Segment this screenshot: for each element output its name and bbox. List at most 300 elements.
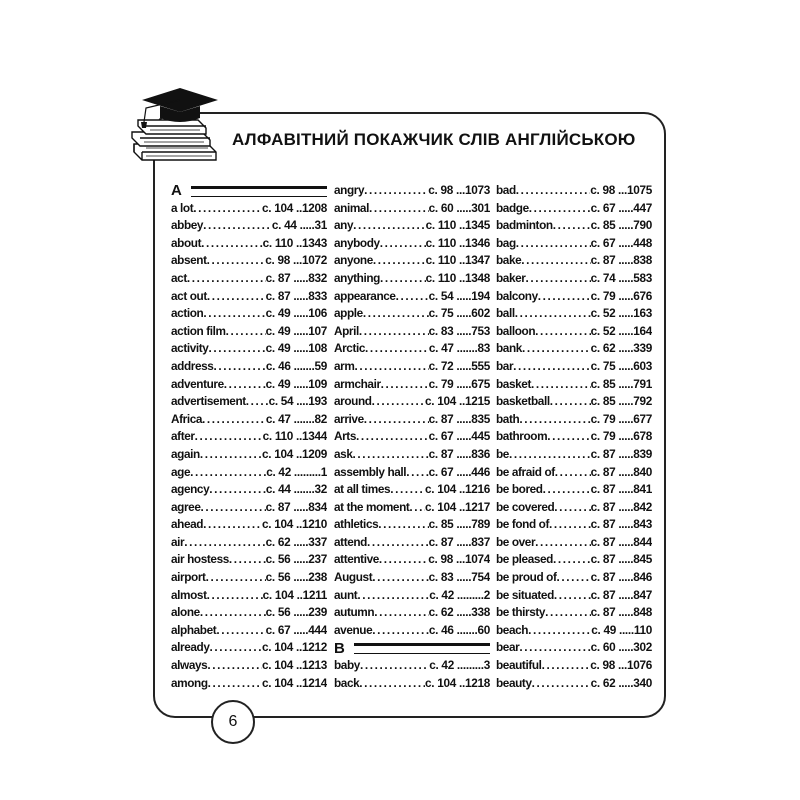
entry-word: after — [171, 429, 195, 444]
index-entry — [171, 252, 327, 270]
dot-leader — [203, 516, 262, 534]
entry-word: adventure — [171, 376, 224, 391]
index-entry — [496, 340, 652, 358]
entry-page-reference: c. 46 .......60 — [428, 622, 490, 637]
index-entry — [496, 200, 652, 218]
dot-leader — [556, 569, 590, 587]
entry-page-reference: c. 79 .....678 — [590, 429, 652, 444]
index-entry — [171, 270, 327, 288]
entry-word: assembly hall — [334, 464, 407, 479]
dot-leader — [406, 464, 428, 482]
index-entry — [171, 481, 327, 499]
dot-leader — [529, 200, 591, 218]
entry-page-reference: c. 110 ..1347 — [425, 253, 490, 268]
dot-leader — [554, 499, 590, 517]
entry-page-reference: c. 49 .....107 — [265, 323, 327, 338]
index-entry — [171, 534, 327, 552]
entry-page-reference: c. 104 ..1217 — [425, 499, 490, 514]
entry-page-reference: c. 85 .....789 — [428, 517, 490, 532]
entry-page-reference: c. 87 .....848 — [590, 605, 652, 620]
dot-leader — [367, 534, 429, 552]
dot-leader — [246, 393, 269, 411]
entry-word: a lot — [171, 200, 194, 215]
index-entry — [496, 569, 652, 587]
entry-word: air — [171, 534, 185, 549]
entry-page-reference: c. 87 .....834 — [265, 499, 327, 514]
dot-leader — [363, 305, 429, 323]
entry-page-reference: c. 75 .....603 — [590, 358, 652, 373]
entry-word: bake — [496, 253, 522, 268]
entry-word: alone — [171, 605, 200, 620]
dot-leader — [208, 340, 265, 358]
index-entry — [171, 604, 327, 622]
entry-page-reference: c. 110 ..1345 — [425, 218, 490, 233]
dot-leader — [525, 270, 590, 288]
entry-page-reference: c. 87 .....832 — [265, 270, 327, 285]
index-entry — [171, 393, 327, 411]
entry-page-reference: c. 54 .....194 — [428, 288, 490, 303]
section-letter: A — [171, 182, 182, 200]
entry-word: balcony — [496, 288, 538, 303]
dot-leader — [553, 551, 591, 569]
entry-page-reference: c. 67 .....445 — [428, 429, 490, 444]
entry-word: be afraid of — [496, 464, 555, 479]
entry-page-reference: c. 62 .....340 — [590, 675, 652, 690]
entry-word: anything — [334, 270, 380, 285]
entry-page-reference: c. 52 .....163 — [590, 306, 652, 321]
entry-word: be — [496, 446, 509, 461]
entry-word: already — [171, 640, 210, 655]
dot-leader — [509, 446, 591, 464]
letter-section-header — [171, 182, 327, 200]
entry-page-reference: c. 85 .....790 — [590, 218, 652, 233]
entry-word: basketball — [496, 394, 550, 409]
entry-page-reference: c. 104 ..1213 — [262, 658, 327, 673]
index-entry — [334, 340, 490, 358]
index-entry — [496, 551, 652, 569]
entry-page-reference: c. 104 ..1212 — [262, 640, 327, 655]
entry-word: act — [171, 270, 187, 285]
index-entry — [334, 182, 490, 200]
entry-page-reference: c. 62 .....338 — [428, 605, 490, 620]
index-entry — [334, 587, 490, 605]
entry-page-reference: c. 98 ...1076 — [590, 658, 652, 673]
entry-word: apple — [334, 306, 363, 321]
entry-page-reference: c. 42 .........3 — [429, 658, 490, 673]
entry-page-reference: c. 98 ...1072 — [265, 253, 327, 268]
dot-leader — [359, 323, 429, 341]
entry-word: badminton — [496, 218, 553, 233]
index-entry — [496, 217, 652, 235]
books-graduation-cap-icon — [128, 82, 224, 164]
entry-page-reference: c. 74 .....583 — [590, 270, 652, 285]
index-entry — [334, 217, 490, 235]
index-entry — [496, 305, 652, 323]
index-entry — [171, 217, 327, 235]
index-entry — [171, 411, 327, 429]
index-entry — [496, 639, 652, 657]
dot-leader — [229, 551, 266, 569]
entry-page-reference: c. 67 .....448 — [590, 235, 652, 250]
dot-leader — [226, 323, 266, 341]
index-entry — [334, 534, 490, 552]
entry-word: back — [334, 675, 360, 690]
dot-leader — [369, 200, 429, 218]
entry-page-reference: c. 110 ..1348 — [425, 270, 490, 285]
entry-word: almost — [171, 587, 207, 602]
entry-word: August — [334, 570, 373, 585]
index-column-2 — [334, 182, 490, 692]
entry-word: advertisement — [171, 394, 246, 409]
entry-page-reference: c. 49 .....109 — [265, 376, 327, 391]
index-entry — [171, 464, 327, 482]
entry-word: again — [171, 446, 200, 461]
dot-leader — [396, 288, 429, 306]
entry-word: beauty — [496, 675, 532, 690]
letter-section-header — [334, 639, 490, 657]
section-rule — [191, 186, 327, 197]
entry-word: Africa — [171, 411, 203, 426]
entry-word: bathroom — [496, 429, 548, 444]
index-entry — [496, 235, 652, 253]
entry-page-reference: c. 54 ....193 — [268, 394, 327, 409]
dot-leader — [356, 428, 429, 446]
dot-leader — [224, 376, 266, 394]
index-entry — [334, 657, 490, 675]
index-entry — [334, 622, 490, 640]
entry-page-reference: c. 104 ..1215 — [425, 394, 490, 409]
entry-page-reference: c. 46 .......59 — [265, 358, 327, 373]
entry-word: ahead — [171, 517, 204, 532]
entry-word: athletics — [334, 517, 379, 532]
index-entry — [171, 587, 327, 605]
entry-word: avenue — [334, 622, 373, 637]
index-entry — [334, 499, 490, 517]
entry-word: at all times — [334, 482, 391, 497]
entry-word: ball — [496, 306, 515, 321]
entry-word: alphabet — [171, 622, 217, 637]
index-entry — [334, 323, 490, 341]
dot-leader — [549, 516, 591, 534]
entry-word: absent — [171, 253, 207, 268]
index-entry — [334, 551, 490, 569]
index-entry — [171, 569, 327, 587]
entry-page-reference: c. 67 .....444 — [265, 622, 327, 637]
index-entry — [334, 569, 490, 587]
entry-word: about — [171, 235, 202, 250]
dot-leader — [372, 569, 428, 587]
index-entry — [496, 411, 652, 429]
dot-leader — [207, 657, 262, 675]
dot-leader — [372, 622, 429, 640]
entry-page-reference: c. 104 ..1216 — [425, 482, 490, 497]
index-entry — [334, 604, 490, 622]
dot-leader — [542, 657, 591, 675]
entry-page-reference: c. 56 .....239 — [265, 605, 327, 620]
dot-leader — [364, 411, 429, 429]
entry-page-reference: c. 44 .......32 — [265, 482, 327, 497]
dot-leader — [378, 516, 428, 534]
index-entry — [171, 323, 327, 341]
dot-leader — [543, 481, 591, 499]
entry-word: be situated — [496, 587, 554, 602]
dot-leader — [359, 675, 425, 693]
entry-word: among — [171, 675, 208, 690]
dot-leader — [201, 235, 263, 253]
dot-leader — [409, 499, 425, 517]
index-entry — [334, 675, 490, 693]
dot-leader — [365, 340, 429, 358]
index-entry — [496, 323, 652, 341]
index-entry — [171, 516, 327, 534]
entry-word: arm — [334, 358, 355, 373]
entry-word: abbey — [171, 218, 204, 233]
dot-leader — [207, 288, 266, 306]
dot-leader — [200, 446, 262, 464]
entry-page-reference: c. 104 ..1210 — [262, 517, 327, 532]
entry-word: beautiful — [496, 658, 542, 673]
index-entry — [334, 411, 490, 429]
dot-leader — [555, 464, 591, 482]
dot-leader — [209, 481, 266, 499]
entry-word: act out — [171, 288, 207, 303]
index-entry — [496, 393, 652, 411]
entry-word: address — [171, 358, 214, 373]
index-entry — [334, 288, 490, 306]
index-entry — [496, 481, 652, 499]
dot-leader — [207, 587, 263, 605]
entry-word: around — [334, 394, 372, 409]
dot-leader — [187, 270, 266, 288]
entry-word: badge — [496, 200, 529, 215]
dot-leader — [200, 499, 265, 517]
index-entry — [171, 200, 327, 218]
entry-word: attentive — [334, 552, 379, 567]
entry-word: armchair — [334, 376, 381, 391]
entry-page-reference: c. 104 ..1208 — [262, 200, 327, 215]
entry-page-reference: c. 52 .....164 — [590, 323, 652, 338]
dot-leader — [200, 604, 266, 622]
entry-word: autumn — [334, 605, 375, 620]
dot-leader — [532, 675, 591, 693]
index-entry — [496, 657, 652, 675]
entry-word: Arctic — [334, 341, 366, 356]
entry-page-reference: c. 87 .....841 — [590, 482, 652, 497]
entry-page-reference: c. 83 .....753 — [428, 323, 490, 338]
entry-word: be fond of — [496, 517, 550, 532]
dot-leader — [547, 428, 590, 446]
index-entry — [496, 675, 652, 693]
dot-leader — [206, 569, 266, 587]
entry-page-reference: c. 85 .....792 — [590, 394, 652, 409]
dot-leader — [203, 305, 265, 323]
dot-leader — [208, 675, 262, 693]
dot-leader — [374, 604, 428, 622]
entry-page-reference: c. 87 .....845 — [590, 552, 652, 567]
dot-leader — [380, 235, 426, 253]
index-entry — [496, 446, 652, 464]
entry-word: ask — [334, 446, 353, 461]
entry-page-reference: c. 104 ..1214 — [262, 675, 327, 690]
dot-leader — [531, 376, 591, 394]
index-entry — [171, 499, 327, 517]
page-number: 6 — [211, 700, 255, 744]
entry-page-reference: c. 49 .....108 — [265, 341, 327, 356]
dot-leader — [364, 182, 428, 200]
entry-word: bear — [496, 640, 520, 655]
dot-leader — [203, 217, 272, 235]
entry-word: Arts — [334, 429, 356, 444]
index-entry — [334, 235, 490, 253]
index-entry — [171, 340, 327, 358]
index-entry — [496, 516, 652, 534]
index-entry — [171, 376, 327, 394]
entry-page-reference: c. 87 .....835 — [428, 411, 490, 426]
entry-page-reference: c. 67 .....446 — [428, 464, 490, 479]
entry-word: bad — [496, 183, 516, 197]
entry-word: baby — [334, 658, 360, 673]
entry-word: appearance — [334, 288, 396, 303]
index-entry — [496, 270, 652, 288]
entry-page-reference: c. 42 .........2 — [429, 587, 490, 602]
entry-page-reference: c. 47 .......82 — [265, 411, 327, 426]
entry-page-reference: c. 87 .....837 — [428, 534, 490, 549]
dot-leader — [379, 551, 428, 569]
entry-page-reference: c. 110 ..1343 — [262, 235, 327, 250]
dot-leader — [553, 217, 591, 235]
dot-leader — [390, 481, 425, 499]
index-entry — [496, 182, 652, 200]
index-entry — [171, 358, 327, 376]
index-entry — [334, 200, 490, 218]
dot-leader — [357, 587, 429, 605]
index-entry — [496, 604, 652, 622]
entry-page-reference: c. 87 .....843 — [590, 517, 652, 532]
index-entry — [496, 587, 652, 605]
entry-page-reference: c. 49 .....110 — [591, 622, 652, 637]
index-entry — [496, 464, 652, 482]
index-entry — [171, 675, 327, 693]
dot-leader — [538, 288, 591, 306]
dot-leader — [184, 534, 265, 552]
index-entry — [496, 252, 652, 270]
dot-leader — [545, 604, 591, 622]
entry-page-reference: c. 44 .....31 — [271, 218, 327, 233]
dot-leader — [380, 270, 426, 288]
index-column-1 — [171, 182, 327, 692]
dot-leader — [535, 534, 590, 552]
entry-word: at the moment — [334, 499, 410, 514]
index-entry — [171, 622, 327, 640]
entry-page-reference: c. 104 ..1218 — [425, 675, 490, 690]
index-entry — [334, 305, 490, 323]
entry-word: aunt — [334, 587, 358, 602]
entry-word: any — [334, 218, 354, 233]
dot-leader — [372, 393, 425, 411]
entry-page-reference: c. 60 .....301 — [428, 200, 490, 215]
entry-word: arrive — [334, 411, 364, 426]
dot-leader — [516, 235, 591, 253]
dot-leader — [360, 657, 429, 675]
index-entry — [334, 516, 490, 534]
index-entry — [334, 464, 490, 482]
entry-page-reference: c. 87 .....846 — [590, 570, 652, 585]
entry-word: always — [171, 658, 208, 673]
index-entry — [171, 551, 327, 569]
section-letter: B — [334, 639, 345, 657]
entry-word: attend — [334, 534, 367, 549]
entry-word: agency — [171, 482, 210, 497]
entry-word: be pleased — [496, 552, 553, 567]
entry-page-reference: c. 75 .....602 — [428, 306, 490, 321]
entry-word: anybody — [334, 235, 380, 250]
index-entry — [334, 481, 490, 499]
dot-leader — [381, 376, 429, 394]
entry-page-reference: c. 87 .....842 — [590, 499, 652, 514]
index-entry — [334, 393, 490, 411]
entry-word: balloon — [496, 323, 536, 338]
entry-page-reference: c. 87 .....840 — [590, 464, 652, 479]
dot-leader — [373, 252, 426, 270]
index-entry — [171, 657, 327, 675]
entry-word: be thirsty — [496, 605, 546, 620]
dot-leader — [193, 200, 262, 218]
index-entry — [334, 270, 490, 288]
entry-page-reference: c. 62 .....339 — [590, 341, 652, 356]
index-entry — [171, 288, 327, 306]
entry-word: bath — [496, 411, 520, 426]
index-entry — [334, 376, 490, 394]
dot-leader — [516, 182, 591, 200]
entry-page-reference: c. 79 .....676 — [590, 288, 652, 303]
entry-page-reference: c. 87 .....836 — [428, 446, 490, 461]
dot-leader — [354, 358, 428, 376]
index-entry — [334, 252, 490, 270]
index-column-3 — [496, 182, 652, 692]
entry-word: April — [334, 323, 359, 338]
index-entry — [171, 446, 327, 464]
dot-leader — [190, 464, 266, 482]
entry-page-reference: c. 98 ...1073 — [428, 183, 490, 197]
dot-leader — [210, 639, 262, 657]
index-entry — [496, 622, 652, 640]
entry-page-reference: c. 49 .....106 — [265, 306, 327, 321]
entry-page-reference: c. 87 .....833 — [265, 288, 327, 303]
entry-word: beach — [496, 622, 529, 637]
dot-leader — [550, 393, 591, 411]
entry-page-reference: c. 98 ...1074 — [428, 552, 490, 567]
entry-word: bar — [496, 358, 514, 373]
entry-word: action — [171, 306, 204, 321]
entry-word: anyone — [334, 253, 373, 268]
entry-page-reference: c. 47 .......83 — [428, 341, 490, 356]
index-entry — [334, 446, 490, 464]
entry-page-reference: c. 110 ..1344 — [262, 429, 327, 444]
entry-word: angry — [334, 183, 365, 197]
entry-page-reference: c. 87 .....844 — [590, 534, 652, 549]
dot-leader — [207, 252, 266, 270]
entry-page-reference: c. 79 .....675 — [428, 376, 490, 391]
entry-page-reference: c. 98 ...1075 — [590, 183, 652, 197]
entry-page-reference: c. 60 .....302 — [590, 640, 652, 655]
index-entry — [496, 499, 652, 517]
entry-word: be proud of — [496, 570, 557, 585]
index-entry — [496, 288, 652, 306]
entry-page-reference: c. 72 .....555 — [428, 358, 490, 373]
index-entry — [171, 305, 327, 323]
dot-leader — [554, 587, 591, 605]
index-entry — [496, 376, 652, 394]
